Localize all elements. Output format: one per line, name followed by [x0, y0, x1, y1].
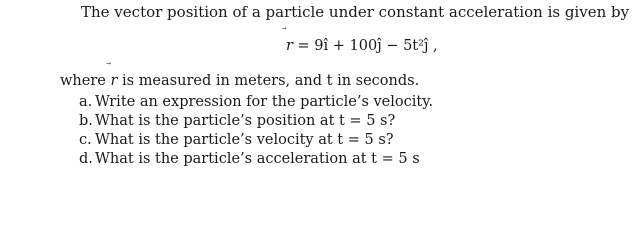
list-item [79, 112, 395, 130]
list-item-marker: a. [79, 94, 93, 110]
vector-r-symbol [286, 37, 293, 55]
list-item-marker: d. [79, 151, 93, 167]
vector-r-letter-inline: r [110, 73, 118, 89]
units-note-prefix: where [60, 73, 111, 89]
vector-r-symbol-inline [110, 72, 117, 90]
list-item-text: What is the particle’s velocity at t = 5 s? [95, 132, 394, 148]
equation-rhs: = 9î + 100ĵ − 5t²ĵ , [292, 38, 438, 54]
problem-intro: The vector position of a particle under constant acceleration is given by [81, 3, 630, 21]
units-note-suffix: is measured in meters, and t in seconds. [117, 73, 420, 89]
position-equation [286, 37, 438, 55]
list-item-text: What is the particle’s position at t = 5 s? [95, 113, 396, 129]
list-item-marker: c. [79, 132, 92, 148]
list-item-text: Write an expression for the particle’s velocity. [95, 94, 434, 110]
list-item [79, 150, 420, 168]
list-item [79, 131, 394, 149]
units-note [60, 72, 419, 90]
vector-r-letter: r [286, 38, 293, 54]
list-item-marker: b. [79, 113, 93, 129]
list-item [79, 93, 433, 111]
list-item-text: What is the particle’s acceleration at t = 5 s [95, 151, 420, 167]
